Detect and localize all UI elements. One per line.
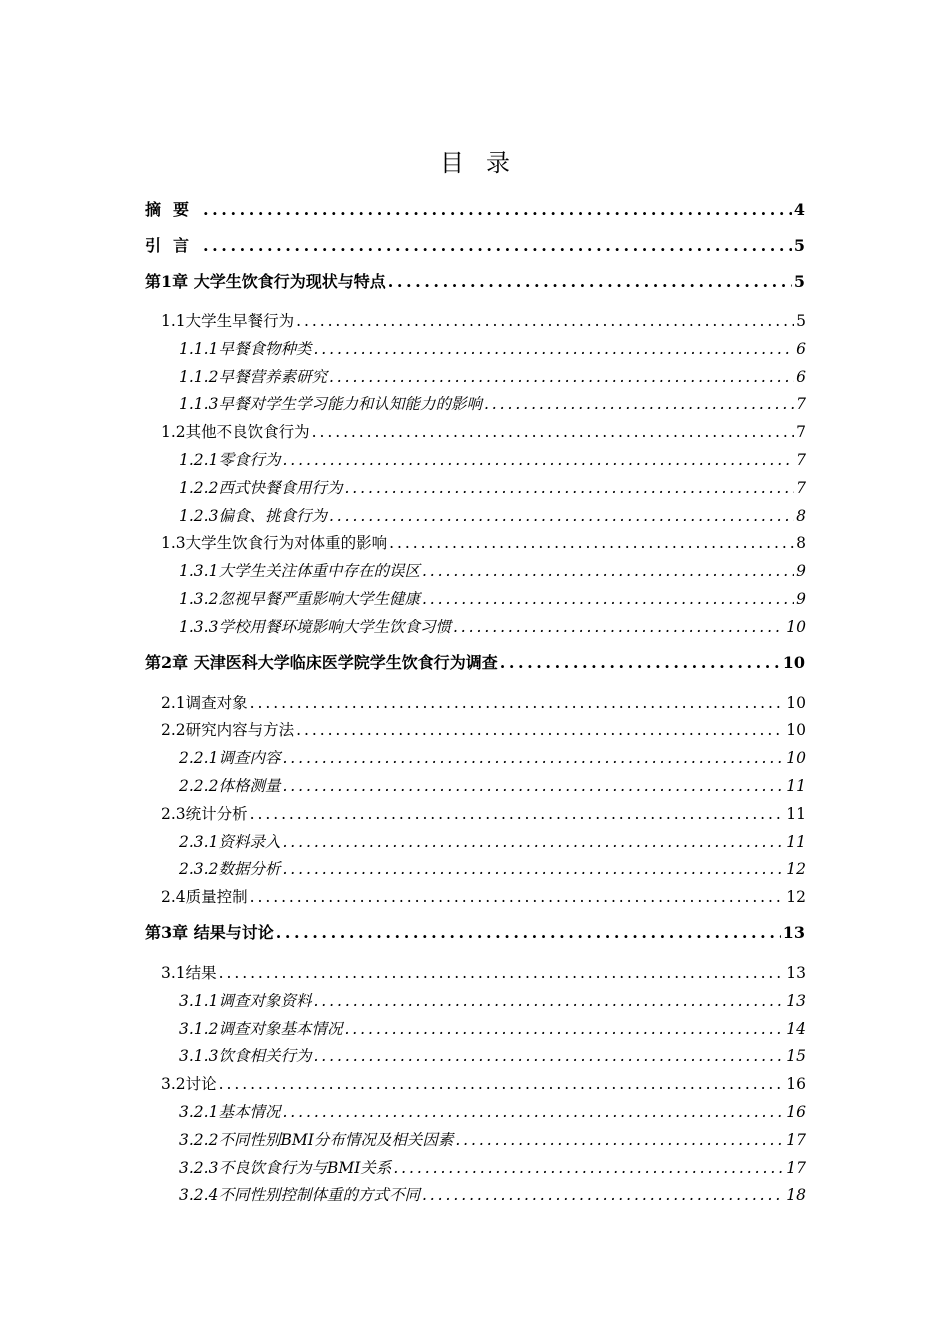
dot-leader <box>250 801 785 829</box>
toc-entry-label: 3.1结果 <box>161 963 217 982</box>
dot-leader <box>500 644 781 682</box>
dot-leader <box>329 364 794 392</box>
dot-leader <box>329 503 794 531</box>
toc-page-number: 10 <box>786 617 806 636</box>
toc-entry-section[interactable] <box>0 960 806 988</box>
toc-page-number: 10 <box>786 721 806 740</box>
toc-entry-subsection[interactable] <box>0 829 806 857</box>
dot-leader <box>219 1071 785 1099</box>
toc-page-number: 6 <box>796 339 806 358</box>
toc-entry-label: 1.2.1零食行为 <box>179 450 281 469</box>
toc-page-number: 11 <box>786 776 806 795</box>
toc-page-number: 17 <box>786 1158 806 1177</box>
toc-entry-introduction[interactable] <box>0 228 805 264</box>
dot-leader <box>422 558 794 586</box>
toc-page-number: 5 <box>796 312 806 330</box>
toc-page-number: 9 <box>796 589 806 608</box>
toc-entry-label: 2.3统计分析 <box>161 804 248 823</box>
toc-page-number: 4 <box>793 200 805 219</box>
dot-leader <box>282 745 784 773</box>
toc-entry-label: 1.2其他不良饮食行为 <box>161 423 310 442</box>
toc-entry-label: 2.2研究内容与方法 <box>161 721 295 740</box>
table-of-contents <box>0 192 950 1210</box>
dot-leader <box>296 308 794 336</box>
toc-entry-section[interactable] <box>0 419 806 447</box>
toc-page-number: 6 <box>796 367 806 386</box>
toc-page-number: 8 <box>796 534 806 553</box>
toc-page-number: 7 <box>796 423 806 442</box>
toc-entry-label: 1.2.3偏食、挑食行为 <box>179 506 327 525</box>
toc-entry-subsection[interactable] <box>0 475 806 503</box>
toc-page-number: 13 <box>786 963 806 982</box>
toc-entry-subsection[interactable] <box>0 1016 806 1044</box>
toc-entry-subsection[interactable] <box>0 614 806 642</box>
toc-entry-label: 2.1调查对象 <box>161 693 248 712</box>
toc-entry-label: 1.3.3学校用餐环境影响大学生饮食习惯 <box>179 617 451 636</box>
dot-leader <box>282 829 784 857</box>
toc-entry-subsection[interactable] <box>0 856 806 884</box>
toc-entry-subsection[interactable] <box>0 364 806 392</box>
toc-entry-section[interactable] <box>0 690 806 718</box>
toc-entry-label: 摘要 <box>145 200 202 219</box>
toc-entry-subsection[interactable] <box>0 1155 806 1183</box>
toc-entry-section[interactable] <box>0 884 806 912</box>
dot-leader <box>282 773 784 801</box>
toc-entry-subsection[interactable] <box>0 745 806 773</box>
toc-entry-subsection[interactable] <box>0 586 806 614</box>
toc-entry-label: 3.1.1调查对象资料 <box>179 991 312 1010</box>
toc-page-number: 12 <box>786 888 806 907</box>
dot-leader <box>276 914 781 952</box>
toc-page-number: 14 <box>786 1019 806 1038</box>
toc-entry-subsection[interactable] <box>0 558 806 586</box>
dot-leader <box>313 336 794 364</box>
toc-entry-label: 2.2.1调查内容 <box>179 749 281 768</box>
toc-entry-subsection[interactable] <box>0 391 806 419</box>
dot-leader <box>296 717 784 745</box>
toc-page-number: 10 <box>786 749 806 768</box>
toc-page-number: 13 <box>786 991 806 1010</box>
dot-leader <box>282 856 784 884</box>
toc-entry-abstract[interactable] <box>0 192 805 228</box>
toc-entry-label: 3.2.1基本情况 <box>179 1102 281 1121</box>
dot-leader <box>344 475 794 503</box>
toc-entry-label: 3.2讨论 <box>161 1075 217 1094</box>
toc-entry-label: 2.3.2数据分析 <box>179 860 281 879</box>
toc-entry-subsection[interactable] <box>0 503 806 531</box>
toc-entry-label: 3.1.3饮食相关行为 <box>179 1047 312 1066</box>
toc-entry-chapter-3[interactable] <box>0 914 805 952</box>
dot-leader <box>455 1127 784 1155</box>
toc-entry-label: 1.1大学生早餐行为 <box>161 312 295 330</box>
toc-entry-label: 1.3大学生饮食行为对体重的影响 <box>161 534 388 553</box>
toc-entry-label: 1.1.2早餐营养素研究 <box>179 367 327 386</box>
toc-entry-label: 1.1.1早餐食物种类 <box>179 339 312 358</box>
dot-leader <box>389 530 794 558</box>
toc-page-number: 7 <box>796 450 806 469</box>
toc-entry-label: 1.3.2忽视早餐严重影响大学生健康 <box>179 589 420 608</box>
dot-leader <box>203 228 792 264</box>
toc-entry-label: 1.3.1大学生关注体重中存在的误区 <box>179 562 420 581</box>
toc-entry-label: 第3章 结果与讨论 <box>145 922 274 942</box>
toc-entry-chapter-2[interactable] <box>0 644 805 682</box>
toc-entry-label: 第2章 天津医科大学临床医学院学生饮食行为调查 <box>145 652 498 672</box>
toc-page-number: 5 <box>793 236 805 255</box>
toc-entry-subsection[interactable] <box>0 336 806 364</box>
toc-entry-section[interactable] <box>0 1071 806 1099</box>
toc-entry-label: 2.3.1资料录入 <box>179 832 281 851</box>
toc-title: 目录 <box>440 149 532 177</box>
dot-leader <box>422 1182 784 1210</box>
toc-page-number: 18 <box>786 1186 806 1205</box>
toc-entry-subsection[interactable] <box>0 1099 806 1127</box>
dot-leader <box>484 391 794 419</box>
dot-leader <box>203 192 792 228</box>
toc-entry-label: 第1章 大学生饮食行为现状与特点 <box>145 272 386 291</box>
toc-page-number: 16 <box>786 1102 806 1121</box>
dot-leader <box>282 1099 784 1127</box>
dot-leader <box>250 884 785 912</box>
dot-leader <box>344 1016 784 1044</box>
toc-page-number: 10 <box>782 652 805 672</box>
toc-entry-section[interactable] <box>0 530 806 558</box>
dot-leader <box>422 586 794 614</box>
toc-entry-subsection[interactable] <box>0 988 806 1016</box>
toc-page-number: 11 <box>786 804 806 823</box>
toc-entry-subsection[interactable] <box>0 447 806 475</box>
toc-page-number: 7 <box>796 478 806 497</box>
toc-entry-label: 3.2.4不同性别控制体重的方式不同 <box>179 1186 420 1205</box>
toc-entry-section[interactable] <box>0 801 806 829</box>
dot-leader <box>393 1155 784 1183</box>
toc-page-number: 8 <box>796 506 806 525</box>
toc-entry-label: 3.2.3不良饮食行为与BMI关系 <box>179 1158 392 1177</box>
toc-entry-subsection[interactable] <box>0 773 806 801</box>
toc-page-number: 15 <box>786 1047 806 1066</box>
toc-page-number: 7 <box>796 395 806 414</box>
dot-leader <box>453 614 784 642</box>
toc-entry-subsection[interactable] <box>0 1127 806 1155</box>
toc-entry-subsection[interactable] <box>0 1182 806 1210</box>
toc-entry-subsection[interactable] <box>0 1043 806 1071</box>
toc-page-number: 5 <box>793 272 805 291</box>
toc-entry-label: 2.2.2体格测量 <box>179 776 281 795</box>
dot-leader <box>313 988 784 1016</box>
toc-entry-section[interactable] <box>0 717 806 745</box>
toc-page-number: 11 <box>786 832 806 851</box>
dot-leader <box>282 447 794 475</box>
toc-page-number: 13 <box>782 922 805 942</box>
toc-entry-label: 1.1.3早餐对学生学习能力和认知能力的影响 <box>179 395 482 414</box>
toc-entry-label: 引言 <box>145 236 202 255</box>
toc-entry-label: 3.2.2不同性别BMI分布情况及相关因素 <box>179 1130 454 1149</box>
toc-entry-section[interactable] <box>0 308 806 336</box>
toc-entry-label: 3.1.2调查对象基本情况 <box>179 1019 343 1038</box>
toc-page-number: 9 <box>796 562 806 581</box>
dot-leader <box>219 960 785 988</box>
toc-page-number: 17 <box>786 1130 806 1149</box>
toc-page-number: 16 <box>786 1075 806 1094</box>
dot-leader <box>388 264 792 300</box>
toc-entry-chapter-1[interactable] <box>0 264 805 300</box>
toc-page-number: 12 <box>786 860 806 879</box>
toc-page-number: 10 <box>786 693 806 712</box>
dot-leader <box>312 419 794 447</box>
toc-entry-label: 1.2.2西式快餐食用行为 <box>179 478 343 497</box>
dot-leader <box>250 690 785 718</box>
toc-entry-label: 2.4质量控制 <box>161 888 248 907</box>
dot-leader <box>313 1043 784 1071</box>
